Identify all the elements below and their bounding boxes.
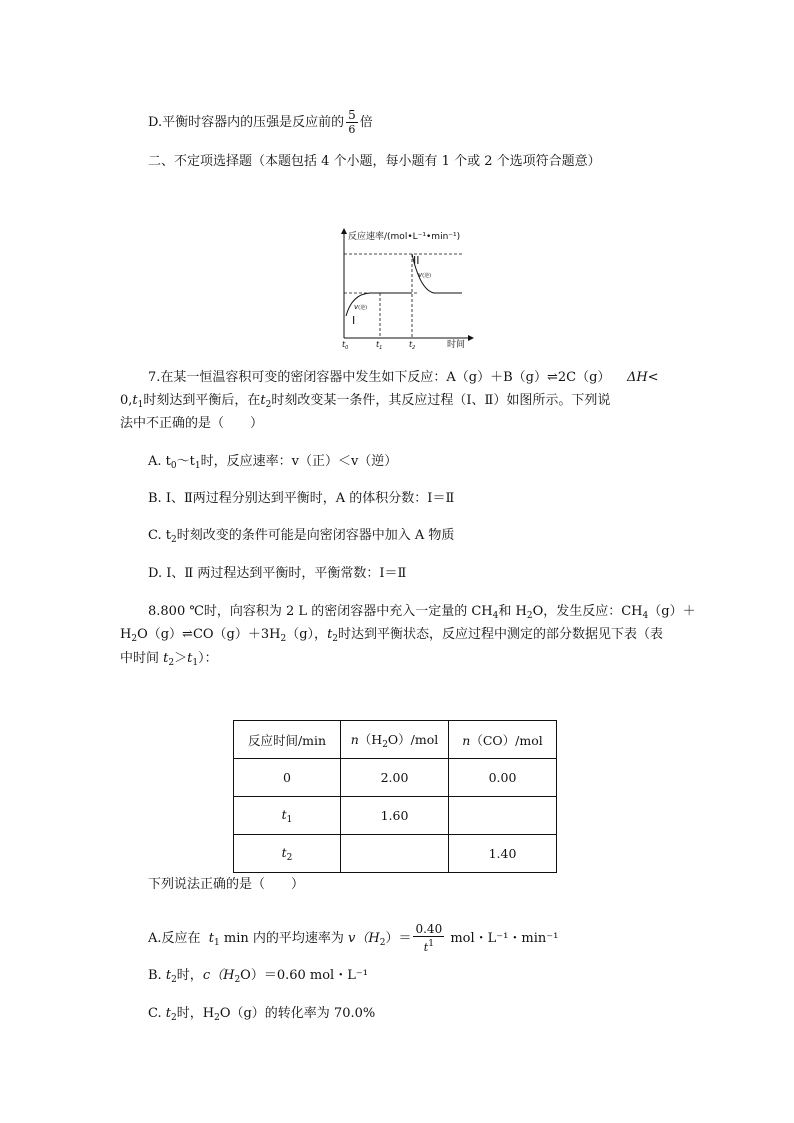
tick-t1: $t_1$ — [376, 340, 383, 351]
section-heading: 二、不定项选择题（本题包括 4 个小题，每小题有 1 个或 2 个选项符合题意） — [148, 154, 601, 169]
v-ni-label-1: v(逆) — [354, 303, 368, 311]
table-row — [234, 759, 557, 797]
table-header-row — [234, 721, 557, 759]
x-axis-arrow — [468, 335, 474, 341]
x-axis-label: 时间 — [447, 340, 466, 350]
tick-t2: $t_2$ — [409, 340, 416, 351]
q8-stem-line3: 中时间 $t_2>t_1$）： — [120, 651, 218, 668]
q7-stem-line1: 7.在某一恒温容积可变的密闭容器中发生如下反应：A（g）＋B（g）⇌2C（g） ΔH< — [148, 370, 659, 385]
fraction: $\frac{5}{6}$ — [348, 108, 356, 136]
reaction-rate-chart — [330, 226, 480, 351]
table-cell: $t_2$ — [234, 835, 341, 873]
table-cell — [341, 835, 449, 873]
q8-prompt: 下列说法正确的是（ ） — [148, 877, 305, 892]
table-cell: 0.00 — [449, 759, 557, 797]
table-cell: 1.60 — [341, 797, 449, 835]
q6-option-d: D.平衡时容器内的压强是反应前的 $\frac{5}{6}$ 倍 — [148, 108, 373, 136]
region-i-label: I — [352, 314, 356, 327]
table-header: $n(H_2O)$/mol — [341, 721, 449, 759]
q8-option-b: B. $t_2$时，$c(H_2O)=0.60$ mol・L⁻¹ — [148, 968, 368, 985]
q7-stem-line3: 法中不正确的是（ ） — [120, 416, 264, 431]
q8-option-a: A.反应在 $t_1$ min 内的平均速率为 $v(H_2)=$ $\frac{0.40}{t^1}$ mol・L⁻¹・min⁻¹ — [148, 922, 559, 954]
table-row — [234, 797, 557, 835]
tick-t0: $t_0$ — [342, 340, 349, 351]
q8-stem-line2: $H_2O(g)\rightleftharpoons CO(g)+3H_2(g)$，$t_2$时达到平衡状态，反应过程中测定的部分数据见下表（表 — [120, 627, 664, 644]
q7-option-c: C. $t_2$时刻改变的条件可能是向密闭容器中加入 A 物质 — [148, 528, 455, 545]
q8-option-c: C. $t_2$时，$H_2O(g)$的转化率为 70.0% — [148, 1006, 376, 1023]
q7-stem-line2: $0,t_1$时刻达到平衡后，在$t_2$时刻改变某一条件，其反应过程（Ⅰ、Ⅱ）如图所示。下列说 — [120, 393, 611, 410]
y-axis-arrow — [341, 228, 347, 234]
y-axis-label: 反应速率/(mol•L⁻¹•min⁻¹) — [348, 232, 461, 242]
fraction: $\frac{0.40}{t^1}$ — [415, 922, 443, 954]
table-header: n（CO）/mol — [449, 721, 557, 759]
table-cell — [449, 797, 557, 835]
q7-option-a: A. $t_0\sim t_1$时，反应速率：v（正）＜v（逆） — [148, 454, 398, 471]
q7-option-b: B. Ⅰ、Ⅱ两过程分别达到平衡时，A 的体积分数：Ⅰ＝Ⅱ — [148, 491, 455, 506]
data-table — [233, 720, 557, 873]
table-cell: 1.40 — [449, 835, 557, 873]
table-cell: 2.00 — [341, 759, 449, 797]
region-ii-label: II — [413, 254, 420, 267]
q7-option-d: D. Ⅰ、Ⅱ 两过程达到平衡时，平衡常数：Ⅰ＝Ⅱ — [148, 566, 407, 581]
table-cell: 0 — [234, 759, 341, 797]
table-header: 反应时间/min — [234, 721, 341, 759]
v-ni-label-2: v(逆) — [418, 271, 432, 279]
table-cell: $t_1$ — [234, 797, 341, 835]
q8-stem-line1: 8.800 ℃时，向容积为 2 L 的密闭容器中充入一定量的 $CH_4$和 $H_2O$，发生反应：$CH_4(g)+$ — [148, 604, 696, 621]
table-row — [234, 835, 557, 873]
